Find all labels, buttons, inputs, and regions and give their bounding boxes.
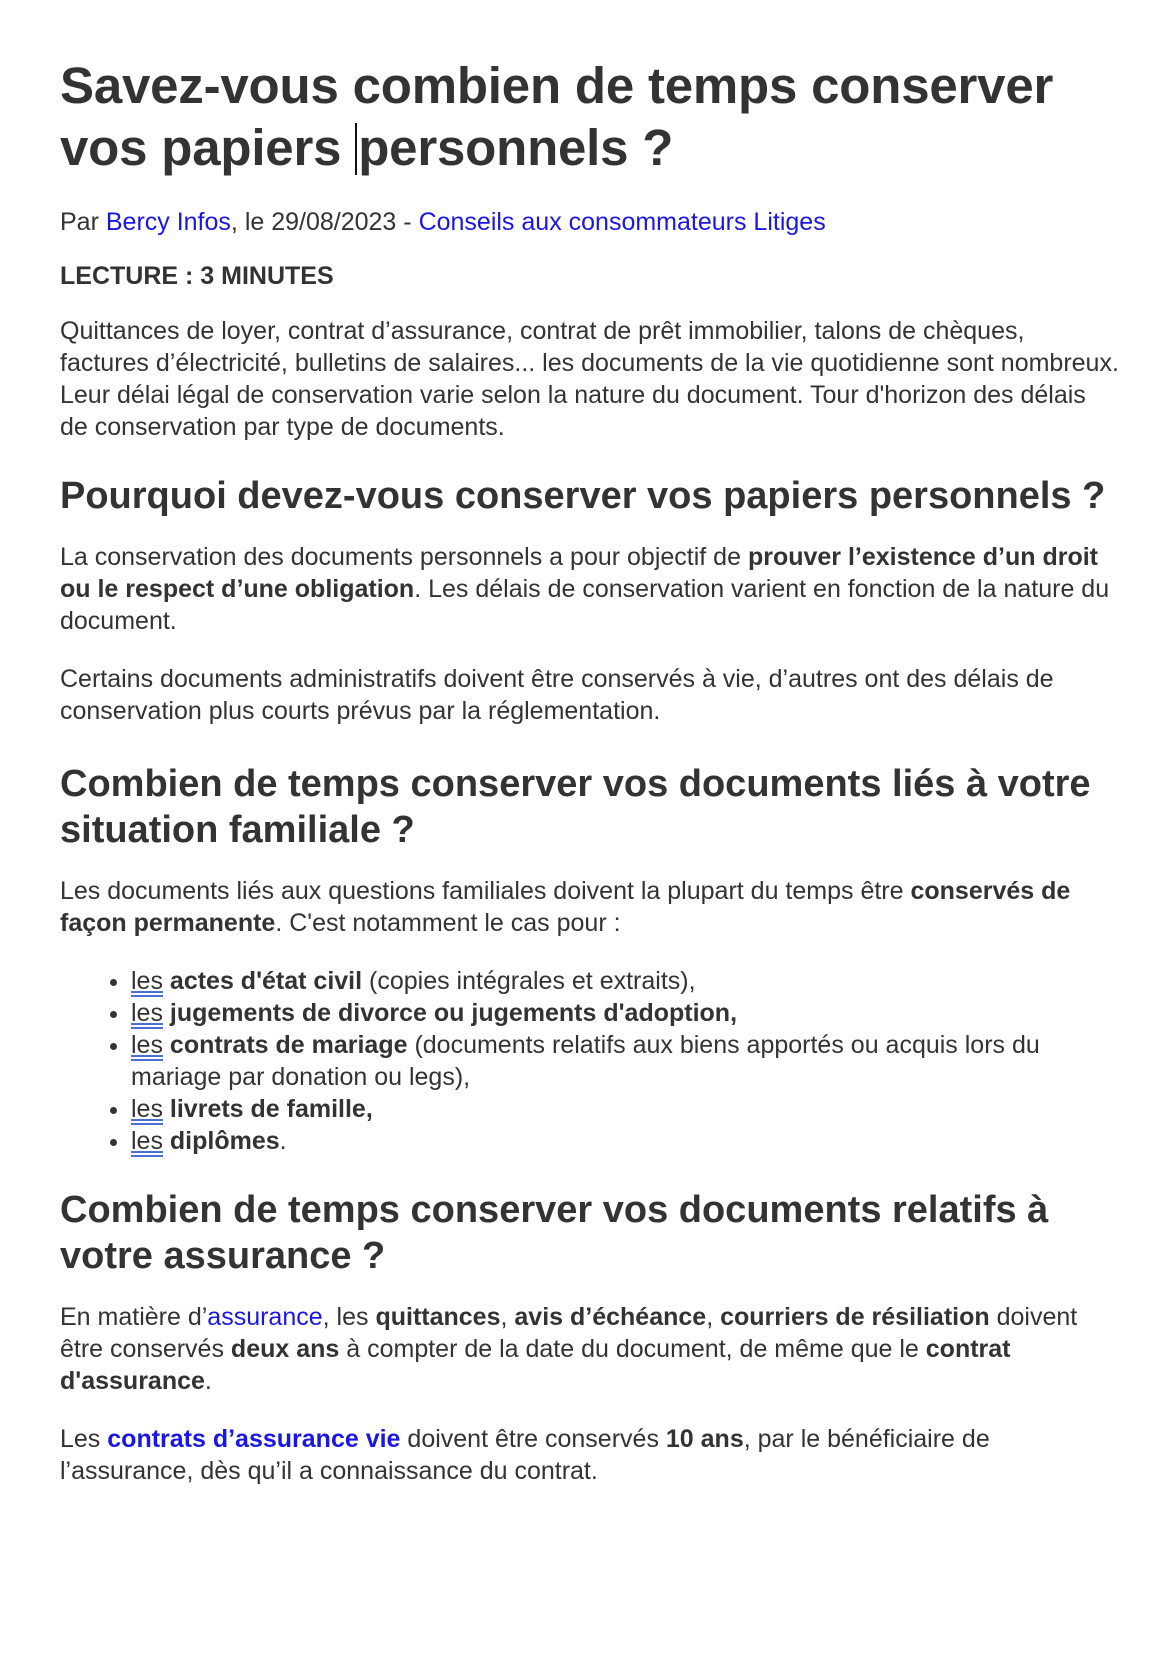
publish-date: , le 29/08/2023 - bbox=[230, 208, 419, 236]
byline-prefix: Par bbox=[60, 208, 106, 236]
list-item: • les jugements de divorce ou jugements d'adoption, bbox=[131, 997, 1120, 1029]
text-cursor bbox=[355, 123, 357, 175]
section-heading-why: Pourquoi devez-vous conserver vos papiers personnels ? bbox=[60, 475, 1106, 517]
section-why-paragraph-1: La conservation des documents personnels a pour objectif de prouver l’existence d’un droit ou le respect d’une obligation. Les délais de conservation varient en fonction de la nature du document. bbox=[60, 543, 1110, 635]
byline bbox=[60, 205, 1120, 239]
title-line-2-start: vos papiers bbox=[60, 119, 356, 176]
list-item: • les diplômes. bbox=[131, 1125, 1120, 1157]
life-insurance-link[interactable]: contrats d’assurance vie bbox=[107, 1425, 401, 1453]
title-line-2-end: personnels ? bbox=[358, 119, 674, 176]
author-link[interactable]: Bercy Infos bbox=[105, 208, 231, 236]
section-insurance-paragraph-1: En matière d’assurance, les quittances, avis d’échéance, courriers de résiliation doivent être conservés deux ans à compter de la date du document, de même que le contrat d'assurance. bbox=[60, 1303, 1078, 1395]
article bbox=[60, 55, 1120, 1487]
title-line-1: Savez-vous combien de temps conserver bbox=[60, 57, 1054, 114]
section-heading-family: Combien de temps conserver vos documents liés à votre situation familiale ? bbox=[60, 763, 1091, 851]
page-title bbox=[60, 55, 1120, 179]
list-item: • les livrets de famille, bbox=[131, 1093, 1120, 1125]
list-item: • les actes d'état civil (copies intégrales et extraits), bbox=[131, 965, 1120, 997]
category-link[interactable]: Conseils aux consommateurs Litiges bbox=[418, 208, 826, 236]
reading-time: LECTURE : 3 MINUTES bbox=[60, 262, 334, 290]
section-insurance-paragraph-2: Les contrats d’assurance vie doivent être conservés 10 ans, par le bénéficiaire de l’assurance, dès qu’il a connaissance du contrat. bbox=[60, 1425, 990, 1485]
family-documents-list bbox=[60, 965, 1120, 1157]
section-why-paragraph-2: Certains documents administratifs doivent être conservés à vie, d’autres ont des délais de conservation plus courts prévus par la réglementation. bbox=[60, 665, 1054, 725]
insurance-link[interactable]: assurance bbox=[207, 1303, 323, 1331]
section-heading-insurance: Combien de temps conserver vos documents relatifs à votre assurance ? bbox=[60, 1189, 1049, 1277]
intro-paragraph: Quittances de loyer, contrat d’assurance, contrat de prêt immobilier, talons de chèques, factures d’électricité, bulletins de salaires... les documents de la vie quotidienne sont nombreux. Leur délai légal de conservation varie selon la nature du document. Tour d'horizon des délais de conservation par type de documents. bbox=[60, 317, 1119, 441]
list-item: • les contrats de mariage (documents relatifs aux biens apportés ou acquis lors du mariage par donation ou legs), bbox=[131, 1029, 1120, 1093]
section-family-paragraph: Les documents liés aux questions familiales doivent la plupart du temps être conservés de façon permanente. C'est notamment le cas pour : bbox=[60, 877, 1071, 937]
